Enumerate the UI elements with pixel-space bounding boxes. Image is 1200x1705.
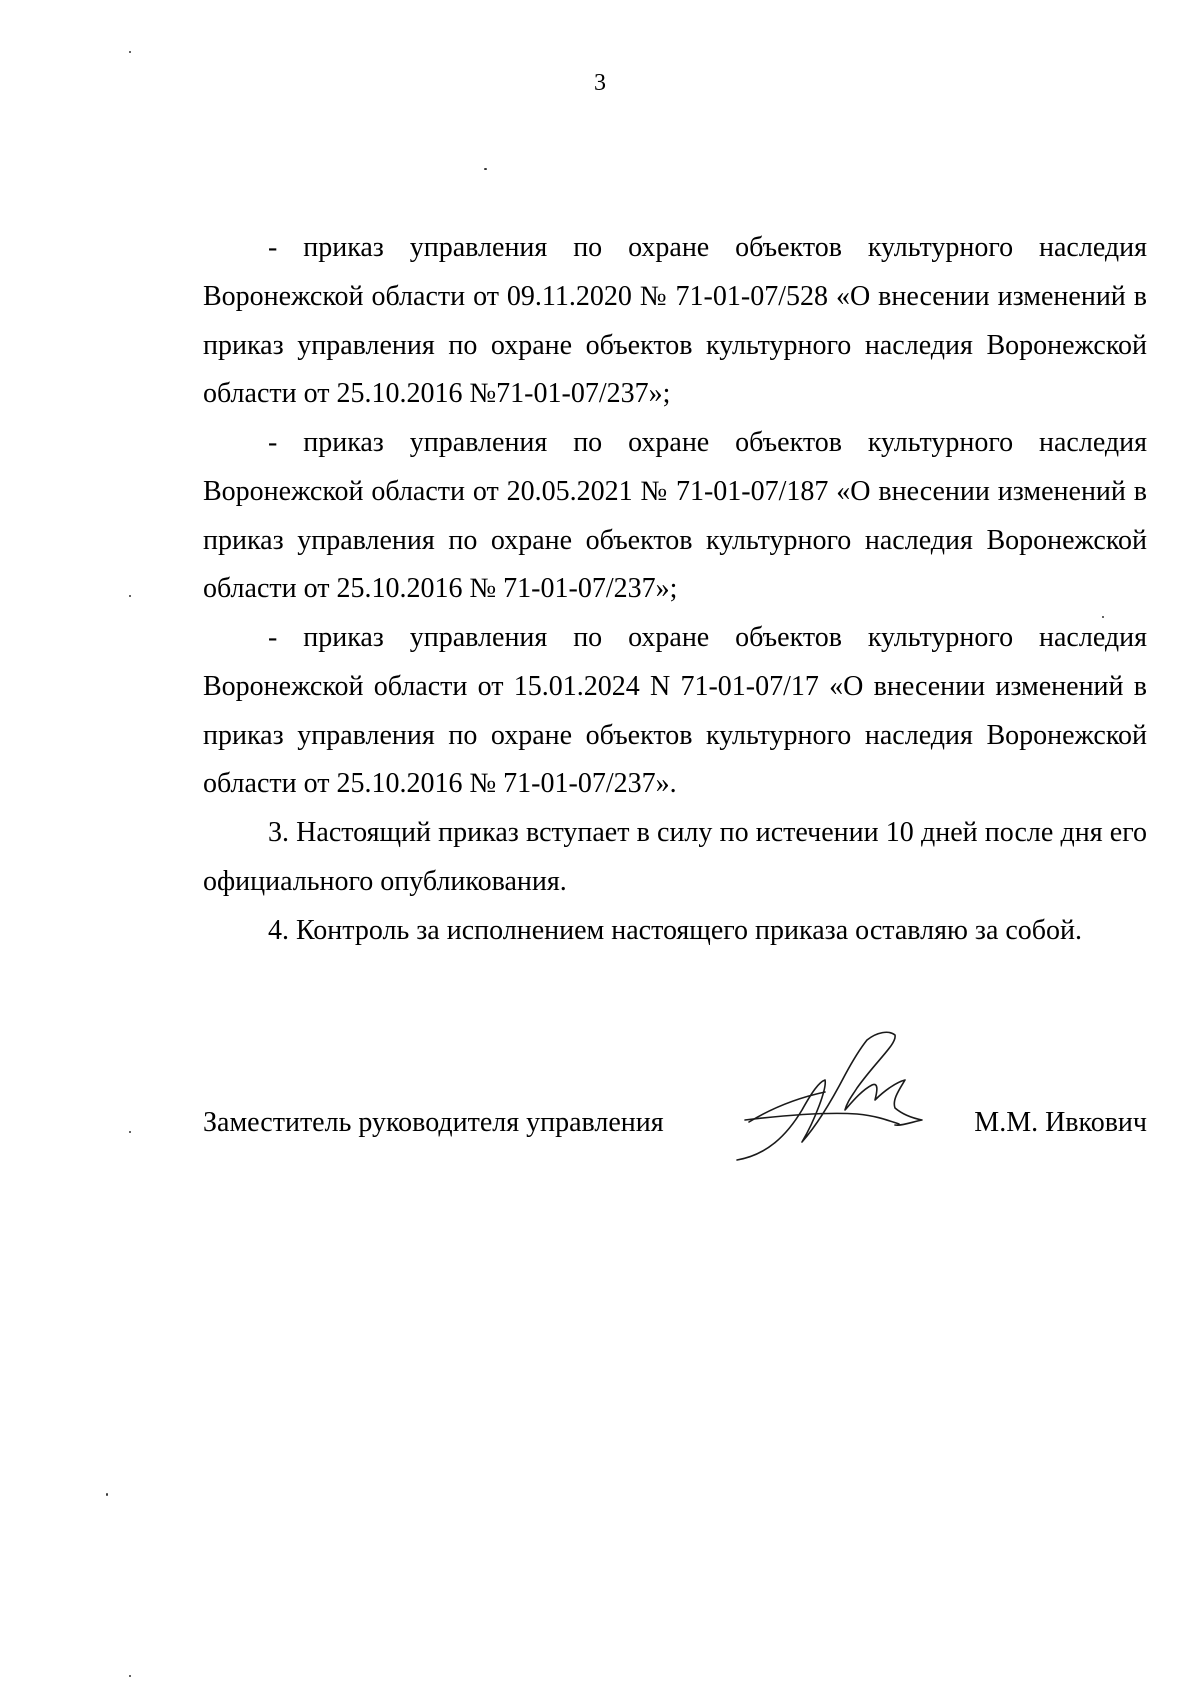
- signatory-position: Заместитель руководителя управления: [203, 1107, 664, 1138]
- scan-speck: [484, 168, 487, 170]
- effective-date-paragraph: 3. Настоящий приказ вступает в силу по истечении 10 дней после дня его официального опубликования.: [203, 817, 1147, 897]
- order-item-paragraph: - приказ управления по охране объектов культурного наследия Воронежской области от 20.05.2021 № 71-01-07/187 «О внесении изменений в приказ управления по охране объектов культурного наследия Воронежской области от 25.10.2016 № 71-01-07/237»;: [203, 427, 1147, 605]
- order-item-paragraph: - приказ управления по охране объектов культурного наследия Воронежской области от 15.01.2024 N 71-01-07/17 «О внесении изменений в приказ управления по охране объектов культурного наследия Воронежской области от 25.10.2016 № 71-01-07/237».: [203, 622, 1147, 800]
- signatory-name: М.М. Ивкович: [974, 1107, 1147, 1138]
- order-body: [203, 224, 1147, 955]
- scan-speck: [129, 1131, 131, 1133]
- scan-speck: [129, 1675, 131, 1677]
- handwritten-signature-icon: [727, 1030, 927, 1165]
- control-paragraph: 4. Контроль за исполнением настоящего приказа оставляю за собой.: [268, 914, 1083, 946]
- page-number: 3: [594, 70, 606, 96]
- order-item-paragraph: - приказ управления по охране объектов культурного наследия Воронежской области от 09.11.2020 № 71-01-07/528 «О внесении изменений в приказ управления по охране объектов культурного наследия Воронежской области от 25.10.2016 №71-01-07/237»;: [203, 232, 1147, 410]
- scan-speck: [106, 1493, 108, 1496]
- scan-speck: [129, 595, 131, 597]
- scan-speck: [129, 51, 131, 53]
- signature-block: [203, 1103, 1147, 1143]
